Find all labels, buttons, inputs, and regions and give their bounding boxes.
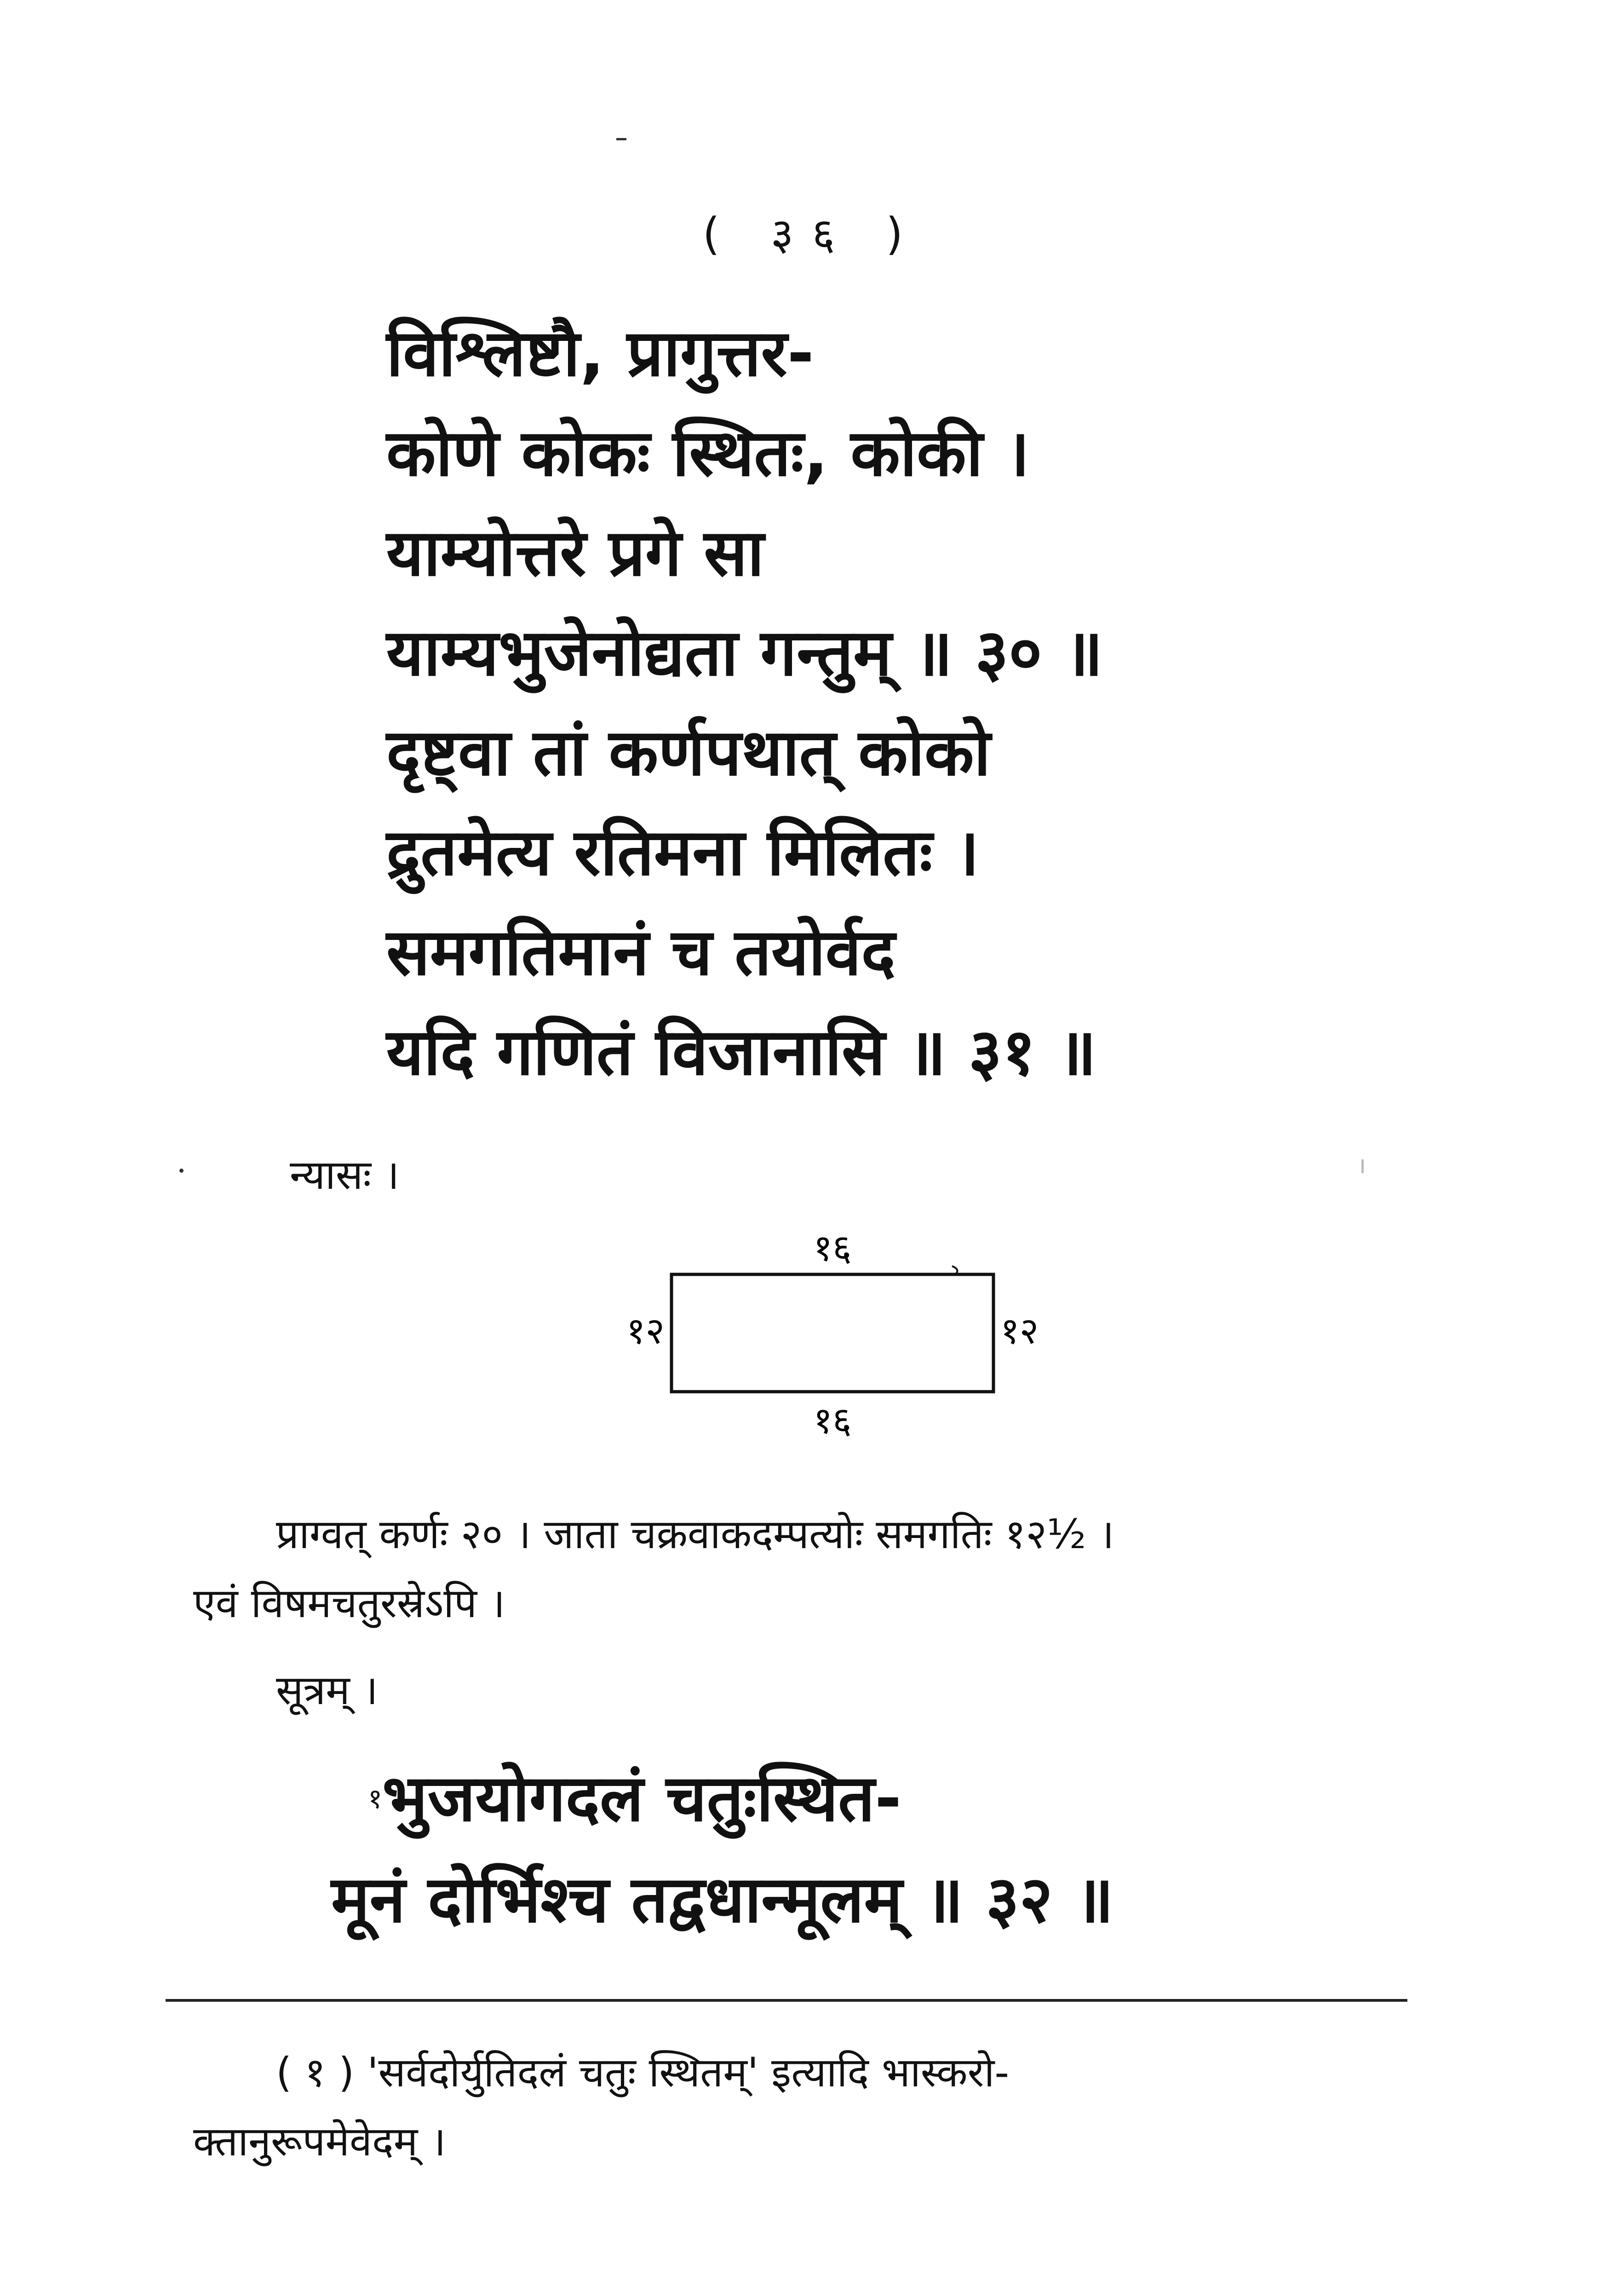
- verse-line: यदि गणितं विजानासि ॥ ३१ ॥: [386, 1015, 1097, 1090]
- sutra-line: मूनं दोर्भिश्च तद्वधान्मूलम् ॥ ३२ ॥: [331, 1862, 1114, 1937]
- right-side-label: १२: [1000, 1309, 1039, 1352]
- footnote-marker: १: [368, 1783, 383, 1815]
- scan-speck: [179, 1169, 184, 1173]
- page-number: ( ३६ ): [702, 208, 922, 260]
- top-side-label: १६: [813, 1227, 852, 1269]
- bottom-side-label: १६: [813, 1399, 852, 1442]
- verse-line: कोणे कोकः स्थितः, कोकी ।: [386, 416, 1030, 491]
- explanation-line: प्राग्वत् कर्णः २० । जाता चक्रवाकदम्पत्योः समगतिः १२½ ।: [276, 1510, 1114, 1558]
- verse-line: दृष्ट्वा तां कर्णपथात् कोको: [386, 715, 991, 790]
- verse-line: विश्लिष्टौ, प्रागुत्तर-: [386, 316, 814, 391]
- left-side-label: १२: [626, 1309, 665, 1352]
- sutra-line: [331, 1748, 1527, 1849]
- explanation-line: एवं विषमचतुरस्रेऽपि ।: [193, 1579, 505, 1627]
- sutra-text: भुजयोगदलं चतुःस्थित-: [382, 1761, 902, 1836]
- verse-line: याम्यभुजेनोद्यता गन्तुम् ॥ ३० ॥: [386, 616, 1103, 691]
- rectangle-shape: [671, 1274, 993, 1392]
- explanation-paragraph: [193, 1500, 1481, 1638]
- rectangle-diagram: [598, 1224, 1104, 1463]
- nyasa-label: न्यासः ।: [290, 1151, 400, 1198]
- footnote-line: क्तानुरूपमेवेदम् ।: [193, 2118, 446, 2165]
- verse-line: समगतिमानं च तयोर्वद: [386, 915, 895, 990]
- scan-speck: [616, 138, 626, 140]
- footnote-line: ( १ ) 'सर्वदोर्युतिदलं चतुः स्थितम्' इत्यादि भास्करो-: [276, 2049, 1010, 2096]
- sutra-label: सूत्रम् ।: [276, 1666, 379, 1714]
- scan-speck: [1361, 1159, 1364, 1173]
- footnote-rule: [166, 1999, 1407, 2002]
- verse-block: [386, 304, 1490, 1102]
- footnote: [193, 2038, 1481, 2176]
- verse-line: याम्योत्तरे प्रगे सा: [386, 516, 764, 591]
- sutra-block: [331, 1748, 1527, 1951]
- verse-line: द्रुतमेत्य रतिमना मिलितः ।: [386, 815, 980, 890]
